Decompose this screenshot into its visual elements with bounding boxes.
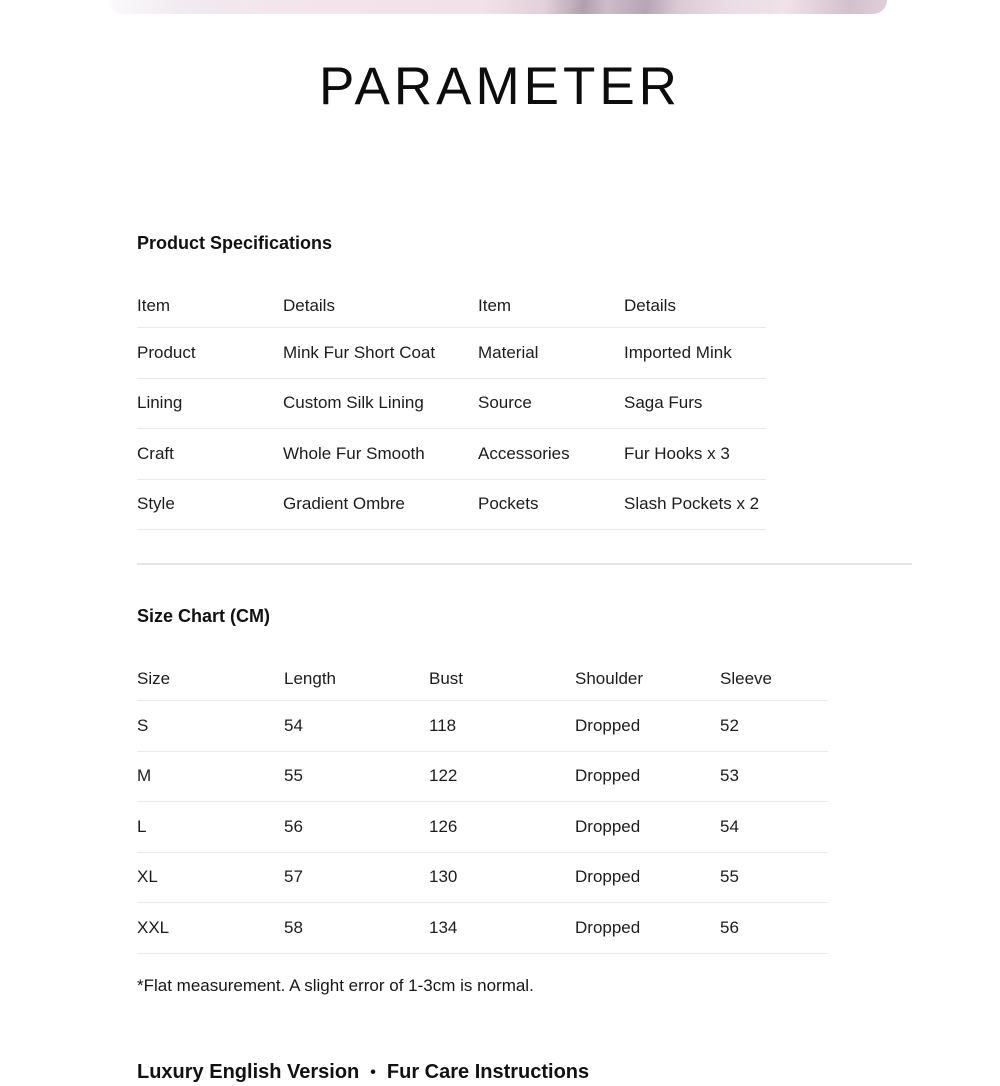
specs-section-heading: Product Specifications <box>137 233 333 253</box>
spec-cell: Mink Fur Short Coat <box>283 342 436 362</box>
spec-cell: Fur Hooks x 3 <box>624 443 730 463</box>
spec-header-cell: Item <box>137 295 171 315</box>
spec-cell: Material <box>478 342 539 362</box>
size-cell: XXL <box>137 917 170 937</box>
spec-cell: Gradient Ombre <box>283 494 405 514</box>
size-cell: 56 <box>284 816 303 836</box>
size-header-cell: Length <box>284 668 336 688</box>
spec-cell: Saga Furs <box>624 393 703 413</box>
spec-cell: Source <box>478 393 532 413</box>
spec-table-row <box>137 429 766 480</box>
spec-cell: Slash Pockets x 2 <box>624 494 760 514</box>
spec-cell: Craft <box>137 443 174 463</box>
spec-cell: Accessories <box>478 443 570 463</box>
spec-cell: Lining <box>137 393 183 413</box>
size-header-cell: Bust <box>429 668 464 688</box>
size-table-row <box>137 701 828 752</box>
footer-tags <box>137 1059 589 1086</box>
spec-cell: Whole Fur Smooth <box>283 443 425 463</box>
spec-table-row <box>137 379 766 430</box>
size-cell: 58 <box>284 917 303 937</box>
size-cell: 134 <box>429 917 458 937</box>
size-table-row <box>137 853 828 904</box>
product-image <box>109 0 887 14</box>
size-cell: S <box>137 715 149 735</box>
spec-cell: Imported Mink <box>624 342 732 362</box>
spec-cell: Style <box>137 494 175 514</box>
size-cell: 54 <box>720 816 739 836</box>
footer-tag-version: Luxury English Version <box>137 1061 360 1083</box>
size-table-row <box>137 903 828 954</box>
size-cell: 55 <box>284 766 303 786</box>
page-title: PARAMETER <box>319 57 681 116</box>
size-cell: 57 <box>284 867 303 887</box>
spec-header-cell: Details <box>283 295 335 315</box>
spec-table-row <box>137 328 766 379</box>
size-cell: M <box>137 766 152 786</box>
size-cell: 118 <box>429 715 457 735</box>
size-cell: 122 <box>429 766 458 786</box>
measurement-note: *Flat measurement. A slight error of 1-3cm is normal. <box>137 976 534 995</box>
sizes-section-heading: Size Chart (CM) <box>137 606 271 626</box>
section-divider <box>137 563 912 565</box>
size-cell: 56 <box>720 917 739 937</box>
size-cell: Dropped <box>575 867 641 887</box>
spec-header-cell: Item <box>478 295 512 315</box>
size-cell: 54 <box>284 715 303 735</box>
spec-header-cell: Details <box>624 295 676 315</box>
size-cell: 130 <box>429 867 458 887</box>
spec-table-header-row <box>137 284 766 328</box>
size-cell: 53 <box>720 766 739 786</box>
size-cell: Dropped <box>575 917 641 937</box>
size-cell: 55 <box>720 867 739 887</box>
spec-cell: Product <box>137 342 196 362</box>
size-cell: 52 <box>720 715 739 735</box>
size-table-row <box>137 752 828 803</box>
bullet-separator-icon: • <box>370 1064 376 1081</box>
size-cell: Dropped <box>575 715 641 735</box>
size-table <box>137 657 828 954</box>
size-header-cell: Sleeve <box>720 668 772 688</box>
footer-tag-care: Fur Care Instructions <box>386 1061 590 1083</box>
size-table-row <box>137 802 828 853</box>
spec-cell: Custom Silk Lining <box>283 393 424 413</box>
spec-table-row <box>137 480 766 531</box>
size-header-cell: Shoulder <box>575 668 644 688</box>
size-cell: Dropped <box>575 766 641 786</box>
size-cell: XL <box>137 867 158 887</box>
spec-cell: Pockets <box>478 494 539 514</box>
size-header-cell: Size <box>137 668 171 688</box>
size-table-header-row <box>137 657 828 701</box>
size-cell: Dropped <box>575 816 641 836</box>
spec-table <box>137 284 766 530</box>
size-cell: 126 <box>429 816 458 836</box>
size-cell: L <box>137 816 147 836</box>
